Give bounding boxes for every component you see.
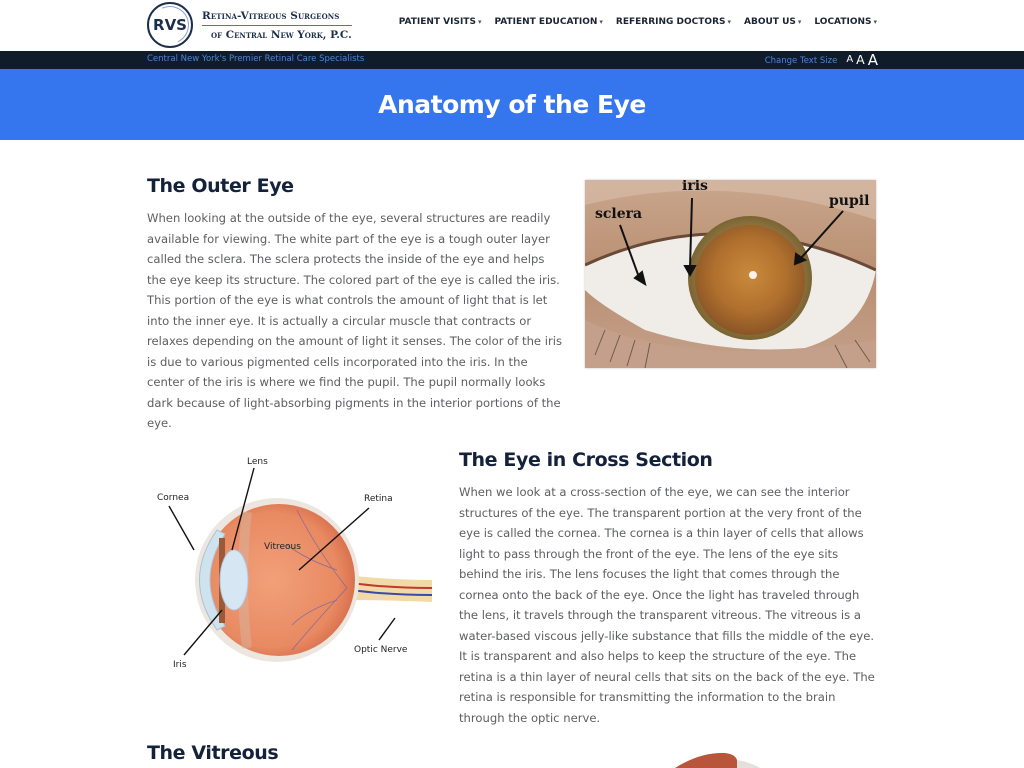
nav-referring-doctors[interactable] [616, 17, 731, 27]
page-hero [0, 69, 1024, 140]
logo-wordmark [202, 10, 352, 41]
logo-abbr: RVS [153, 16, 187, 34]
nav-label: REFERRING DOCTORS [615, 17, 726, 27]
outer-eye-photo [585, 180, 876, 368]
label-cornea: Cornea [157, 493, 190, 503]
chevron-down-icon: ▾ [599, 18, 603, 26]
nav-label: PATIENT EDUCATION [494, 17, 598, 27]
section-body-outer-eye: When looking at the outside of the eye, several structures are readily available for viewing. The white part of the eye is a tough outer layer called the sclera. The sclera protects the inside of the eye and helps the eye keep its structure. The colored part of the eye is called the iris. This portion of the eye is what controls the amount of light that is let into the inner eye. It is actually a circular muscle that contracts or relaxes depending on the amount of light it senses. The color of the iris is due to various pigmented cells incorporated into the iris. In the center of the iris is where we find the pupil. The pupil normally looks dark because of light-absorbing pigments in the interior portions of the eye. [147, 211, 562, 430]
utility-bar [0, 51, 1024, 69]
label-iris: Iris [173, 660, 187, 670]
label-iris: iris [682, 180, 708, 194]
eye-cross-section-diagram [147, 450, 437, 675]
page-title: Anatomy of the Eye [378, 90, 646, 119]
text-size-controls [765, 51, 878, 69]
text-size-large-button[interactable]: A [867, 51, 878, 69]
chevron-down-icon: ▾ [727, 18, 732, 26]
label-lens: Lens [247, 457, 268, 467]
section-title-outer-eye: The Outer Eye [147, 175, 294, 197]
tagline: Central New York's Premier Retinal Care Specialists [147, 54, 365, 64]
label-optic-nerve: Optic Nerve [354, 645, 408, 655]
site-logo[interactable] [147, 2, 352, 48]
main-nav [386, 17, 877, 27]
chevron-down-icon: ▾ [797, 18, 802, 26]
nav-label: ABOUT US [744, 17, 796, 27]
site-header [0, 0, 1024, 51]
section-body-cross-section: When we look at a cross-section of the eye, we can see the interior structures of the eye. The transparent portion at the very front of the eye is called the cornea. The cornea is a thin layer of cells that allows light to pass through the front of the eye. The lens of the eye sits behind the iris. The lens focuses the light that comes through the cornea onto the back of the eye. Once the light has traveled through the lens, it travels through the transparent vitreous. The vitreous is a water-based viscous jelly-like substance that fills the middle of the eye. It is transparent and also helps to keep the structure of the eye. The retina is a thin layer of neural cells that sits on the back of the eye. The retina is responsible for transmitting the information to the brain through the optic nerve. [459, 485, 875, 725]
text-size-label: Change Text Size [764, 56, 838, 66]
chevron-down-icon: ▾ [477, 18, 482, 26]
section-title-vitreous: The Vitreous [147, 742, 279, 764]
logo-line-1: Retina-Vitreous Surgeons [202, 10, 352, 26]
vitreous-image-partial [655, 750, 765, 768]
label-sclera: sclera [595, 206, 643, 222]
nav-locations[interactable] [814, 17, 877, 27]
logo-line-2: of Central New York, P.C. [211, 28, 352, 41]
section-title-cross-section: The Eye in Cross Section [459, 449, 713, 471]
chevron-down-icon: ▾ [873, 18, 877, 26]
nav-label: PATIENT VISITS [398, 17, 476, 27]
label-retina: Retina [364, 494, 393, 504]
nav-label: LOCATIONS [814, 17, 872, 27]
label-vitreous: Vitreous [264, 542, 301, 552]
nav-about-us[interactable] [744, 17, 801, 27]
text-size-small-button[interactable]: A [846, 54, 854, 65]
text-size-medium-button[interactable]: A [856, 51, 865, 67]
nav-patient-visits[interactable] [399, 17, 482, 27]
label-pupil: pupil [829, 193, 870, 209]
nav-patient-education[interactable] [494, 17, 602, 27]
logo-badge [147, 2, 193, 48]
